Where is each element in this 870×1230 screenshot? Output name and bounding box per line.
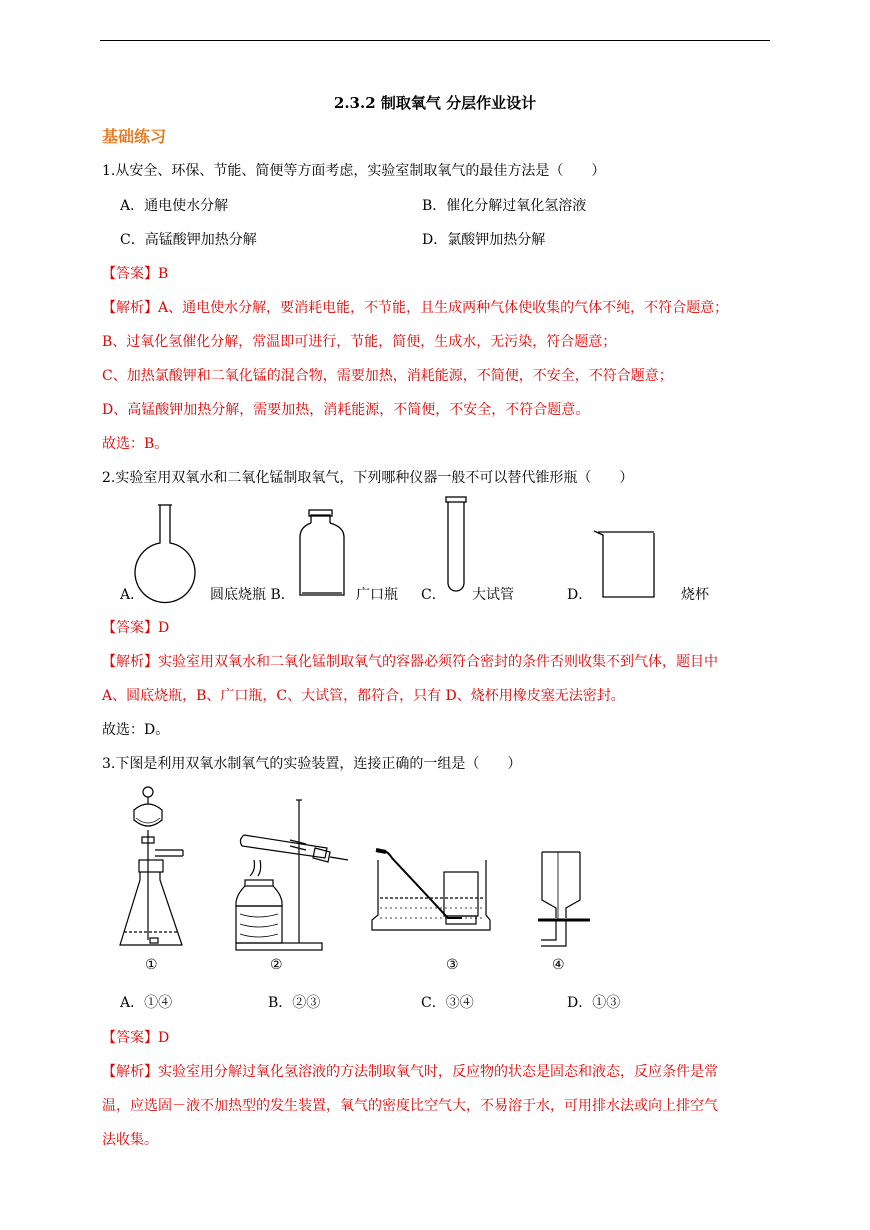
q2-label-test-tube: 大试管 (472, 587, 514, 603)
q1-stem: 1.从安全、环保、节能、简便等方面考虑，实验室制取氧气的最佳方法是（ ） (102, 163, 606, 179)
q3-apparatus-label: ① (145, 957, 158, 973)
q3-analysis-line: 温，应选固－液不加热型的发生装置，氧气的密度比空气大，不易溶于水，可用排水法或向上排空气 (102, 1098, 718, 1114)
q2-analysis-line: A、圆底烧瓶，B、广口瓶，C、大试管，都符合，只有 D、烧杯用橡皮塞无法密封。 (102, 688, 625, 704)
q1-option-a: A．通电使水分解 (120, 198, 229, 214)
q3-option-b: B．②③ (268, 995, 321, 1011)
q3-option-a: A．①④ (120, 995, 173, 1011)
page-title: 2.3.2 制取氧气 分层作业设计 (333, 94, 537, 112)
q1-option-c: C．高锰酸钾加热分解 (120, 232, 257, 248)
test-tube-drawing (446, 497, 466, 591)
q1-analysis-line: C、加热氯酸钾和二氧化锰的混合物，需要加热，消耗能源，不简便，不安全，不符合题意； (102, 368, 673, 384)
q1-analysis-line: D、高锰酸钾加热分解，需要加热，消耗能源，不简便，不安全，不符合题意。 (102, 402, 590, 418)
section-heading: 基础练习 (102, 127, 167, 146)
wide-mouth-bottle-drawing (300, 510, 344, 595)
q2-label-beaker: 烧杯 (681, 587, 709, 603)
q2-stem: 2.实验室用双氧水和二氧化锰制取氧气，下列哪种仪器一般不可以替代锥形瓶（ ） (102, 470, 634, 486)
q2-label-a: A． (120, 587, 145, 603)
q3-apparatus-label: ③ (446, 957, 459, 973)
q2-conclusion: 故选：D。 (102, 722, 170, 738)
q2-answer: 【答案】D (102, 620, 170, 636)
q3-stem: 3.下图是利用双氧水制氧气的实验装置，连接正确的一组是（ ） (102, 756, 522, 772)
q3-apparatus-label: ④ (552, 957, 565, 973)
q1-option-d: D．氯酸钾加热分解 (422, 232, 546, 248)
q1-analysis-line: B、过氧化氢催化分解，常温即可进行，节能，简便，生成水，无污染，符合题意； (102, 334, 617, 350)
q3-answer: 【答案】D (102, 1030, 170, 1046)
air-collection-apparatus-drawing (538, 852, 590, 946)
q3-apparatus-drawings (0, 780, 870, 955)
q1-analysis-line: 【解析】A、通电使水分解，要消耗电能，不节能，且生成两种气体使收集的气体不纯，不符合题意； (102, 300, 729, 316)
q3-analysis-line: 【解析】实验室用分解过氧化氢溶液的方法制取氧气时，反应物的状态是固态和液态，反应条件是常 (102, 1064, 718, 1080)
q2-analysis-line: 【解析】实验室用双氧水和二氧化锰制取氧气的容器必须符合密封的条件否则收集不到气体，题目中 (102, 654, 718, 670)
funnel-flask-apparatus-drawing (120, 787, 183, 945)
q2-label-c: C． (421, 587, 446, 603)
q3-option-c: C．③④ (421, 995, 474, 1011)
q2-label-round-flask: 圆底烧瓶 B． (210, 587, 295, 603)
header-rule (100, 40, 770, 41)
beaker-drawing (594, 531, 654, 597)
q3-analysis-line: 法收集。 (102, 1132, 158, 1148)
q1-answer: 【答案】B (102, 266, 169, 282)
heated-test-tube-apparatus-drawing (236, 800, 348, 950)
q3-apparatus-label: ② (270, 957, 283, 973)
q3-option-d: D．①③ (567, 995, 621, 1011)
q1-option-b: B．催化分解过氧化氢溶液 (422, 198, 587, 214)
water-displacement-apparatus-drawing (372, 850, 490, 930)
q2-label-wide-bottle: 广口瓶 (356, 587, 398, 603)
q2-label-d: D． (567, 587, 593, 603)
q1-conclusion: 故选：B。 (102, 436, 169, 452)
